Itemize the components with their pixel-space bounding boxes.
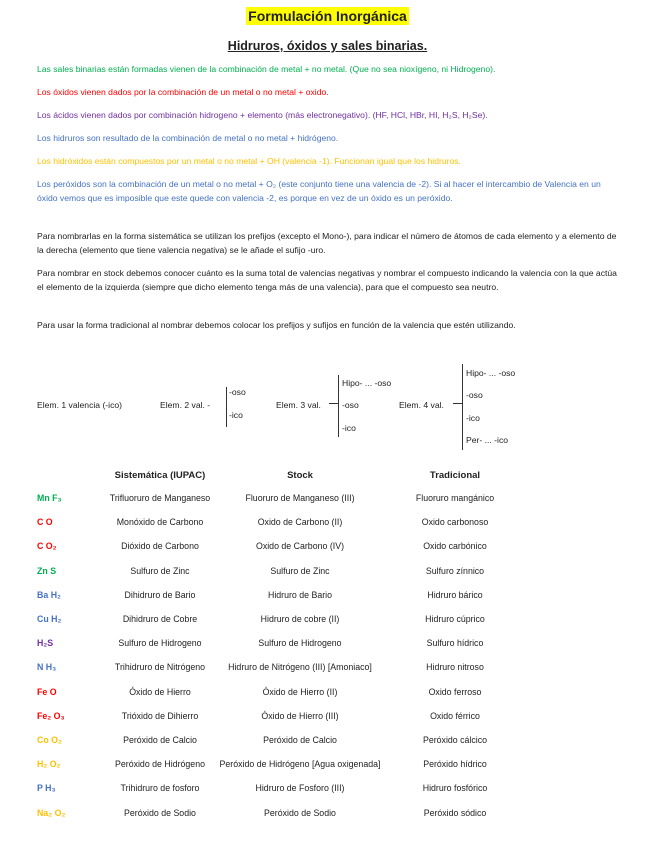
elem2-label: Elem. 2 val. - [160, 400, 211, 410]
table-row [0, 638, 655, 654]
stock-cell: Oxido de Carbono (II) [257, 517, 343, 528]
tradicional-cell: Hidruro bárico [427, 589, 483, 600]
sistematica-cell: Peróxido de Sodio [124, 807, 196, 818]
stock-cell: Peróxido de Sodio [264, 807, 336, 818]
paragraph-hidroxidos: Los hidróxidos están compuestos por un metal o no metal + OH (valencia -1). Funcionan igual que los hidruros. [37, 156, 461, 166]
elem3-label: Elem. 3 val. [276, 400, 321, 410]
table-row [0, 614, 655, 630]
sistematica-cell: Monóxido de Carbono [116, 517, 204, 528]
elem2-bracket [226, 387, 227, 427]
paragraph-peroxidos: Los peróxidos son la combinación de un metal o no metal + O₂ (este conjunto tiene una valencia de -2). Si al hacer el intercambio de Valencia en un óxido vemos que es imposible que este quede con valencia -2, es porque en vez de un óxido es un peróxido. [37, 179, 601, 203]
tradicional-cell: Oxido férrico [430, 710, 480, 721]
stock-cell: Óxido de Hierro (III) [261, 710, 339, 721]
elem4-ico: -ico [466, 413, 480, 423]
sistematica-cell: Trióxido de Dihierro [121, 710, 199, 721]
elem4-connector [453, 403, 462, 404]
paragraph-sales-binarias: Las sales binarias están formadas vienen de la combinación de metal + no metal. (Que no sea nioxígeno, ni Hidrogeno). [37, 64, 496, 74]
document-title [0, 8, 655, 24]
table-row [0, 590, 655, 606]
stock-cell: Fluoruro de Manganeso (III) [245, 493, 355, 503]
formula-cell: Cu H₂ [37, 614, 62, 624]
elem3-bracket [338, 375, 339, 437]
formula-cell: Na₂ O₂ [37, 807, 66, 818]
elem4-hipo: Hipo- ... -oso [466, 368, 516, 378]
formula-cell: C O [37, 517, 53, 528]
stock-cell: Peróxido de Hidrógeno [Agua oxigenada] [219, 759, 381, 770]
sistematica-cell: Trifluoruro de Manganeso [109, 493, 211, 503]
formula-cell: P H₃ [37, 783, 56, 794]
table-row [0, 759, 655, 775]
sistematica-cell: Dihidruro de Cobre [122, 614, 198, 624]
formula-cell: C O₂ [37, 541, 57, 552]
elem1-label: Elem. 1 valencia (-ico) [37, 400, 123, 410]
tradicional-cell: Hidruro nitroso [426, 662, 484, 673]
header-tradicional: Tradicional [429, 470, 481, 481]
formula-cell: N H₃ [37, 662, 57, 673]
table-row [0, 735, 655, 751]
table-row [0, 493, 655, 509]
elem3-hipo: Hipo- ... -oso [342, 378, 392, 388]
tradicional-cell: Sulfuro zínnico [425, 565, 485, 576]
formula-cell: Mn F₃ [37, 493, 62, 503]
stock-cell: Sulfuro de Hidrogeno [258, 638, 342, 649]
elem3-connector [329, 403, 338, 404]
formula-cell: Zn S [37, 565, 57, 576]
formula-cell: H₂ O₂ [37, 759, 61, 770]
paragraph-tradicional: Para usar la forma tradicional al nombrar debemos colocar los prefijos y sufijos en función de la valencia que estén utilizando. [37, 320, 516, 330]
table-row [0, 517, 655, 533]
tradicional-cell: Fluoruro mangánico [415, 493, 495, 503]
tradicional-cell: Peróxido hídrico [423, 759, 487, 770]
stock-cell: Hidruro de cobre (II) [260, 614, 340, 624]
table-row [0, 808, 655, 824]
formula-cell: Fe O [37, 686, 57, 697]
table-row [0, 662, 655, 678]
sistematica-cell: Trihidruro de fosforo [120, 783, 200, 794]
sistematica-cell: Peróxido de Calcio [123, 735, 197, 745]
tradicional-cell: Hidruro fosfórico [422, 783, 488, 794]
elem4-label: Elem. 4 val. [399, 400, 444, 410]
header-stock: Stock [287, 470, 313, 481]
elem4-bracket [462, 364, 463, 450]
formula-cell: Fe₂ O₃ [37, 710, 65, 721]
tradicional-cell: Sulfuro hídrico [426, 638, 484, 649]
paragraph-acidos: Los ácidos vienen dados por combinación hidrogeno + elemento (más electronegativo). (HF, HCl, HBr, HI, H₂S, H₂Se). [37, 110, 488, 120]
elem4-oso: -oso [466, 390, 483, 400]
table-row [0, 783, 655, 799]
paragraph-sistematica: Para nombrarlas en la forma sistemática se utilizan los prefijos (excepto el Mono-), para indicar el número de átomos de cada elemento y a elemento de la derecha (elemento que tiene valencia negativa) se le añade el sufijo -uro. [37, 231, 617, 255]
tradicional-cell: Peróxido sódico [423, 807, 487, 818]
stock-cell: Hidruro de Nitrógeno (III) [Amoniaco] [228, 662, 372, 673]
stock-cell: Oxido de Carbono (IV) [255, 541, 344, 552]
table-row [0, 541, 655, 557]
formula-cell: Ba H₂ [37, 589, 61, 600]
sistematica-cell: Dihidruro de Bario [124, 589, 196, 600]
stock-cell: Peróxido de Calcio [263, 735, 337, 745]
paragraph-stock: Para nombrar en stock debemos conocer cuánto es la suma total de valencias negativas y nombrar el compuesto indicando la valencia con la que actúa el elemento de la izquierda (siempre que dicho elemento tenga más de una valencia), para que el compuesto sea neutro. [37, 268, 617, 292]
tradicional-cell: Oxido ferroso [428, 686, 482, 697]
tradicional-cell: Hidruro cúprico [425, 614, 485, 624]
table-row [0, 566, 655, 582]
sistematica-cell: Sulfuro de Zinc [130, 565, 190, 576]
elem2-ico: -ico [229, 410, 243, 420]
formula-cell: H₂S [37, 638, 54, 649]
sistematica-cell: Dióxido de Carbono [121, 541, 199, 552]
stock-cell: Hidruro de Bario [267, 589, 333, 600]
sistematica-cell: Trihidruro de Nitrógeno [114, 662, 206, 673]
stock-cell: Óxido de Hierro (II) [262, 686, 338, 697]
elem2-oso: -oso [229, 387, 246, 397]
document-subtitle: Hidruros, óxidos y sales binarias. [227, 39, 428, 53]
elem3-ico: -ico [342, 423, 356, 433]
sistematica-cell: Peróxido de Hidrógeno [115, 759, 205, 770]
sistematica-cell: Sulfuro de Hidrogeno [118, 638, 202, 649]
sistematica-cell: Óxido de Hierro [129, 686, 191, 697]
paragraph-oxidos: Los óxidos vienen dados por la combinación de un metal o no metal + oxido. [37, 87, 329, 97]
paragraph-hidruros: Los hidruros son resultado de la combinación de metal o no metal + hidrógeno. [37, 133, 339, 143]
tradicional-cell: Oxido carbonoso [421, 517, 489, 528]
stock-cell: Sulfuro de Zinc [270, 565, 330, 576]
tradicional-cell: Peróxido cálcico [422, 735, 488, 745]
tradicional-cell: Oxido carbónico [423, 541, 487, 552]
title-text: Formulación Inorgánica [248, 8, 407, 24]
table-row [0, 687, 655, 703]
header-sistematica: Sistemática (IUPAC) [114, 470, 206, 481]
stock-cell: Hidruro de Fosforo (III) [255, 783, 345, 794]
table-row [0, 711, 655, 727]
elem3-oso: -oso [342, 400, 359, 410]
elem4-per: Per- ... -ico [466, 435, 509, 445]
formula-cell: Co O₂ [37, 735, 62, 745]
